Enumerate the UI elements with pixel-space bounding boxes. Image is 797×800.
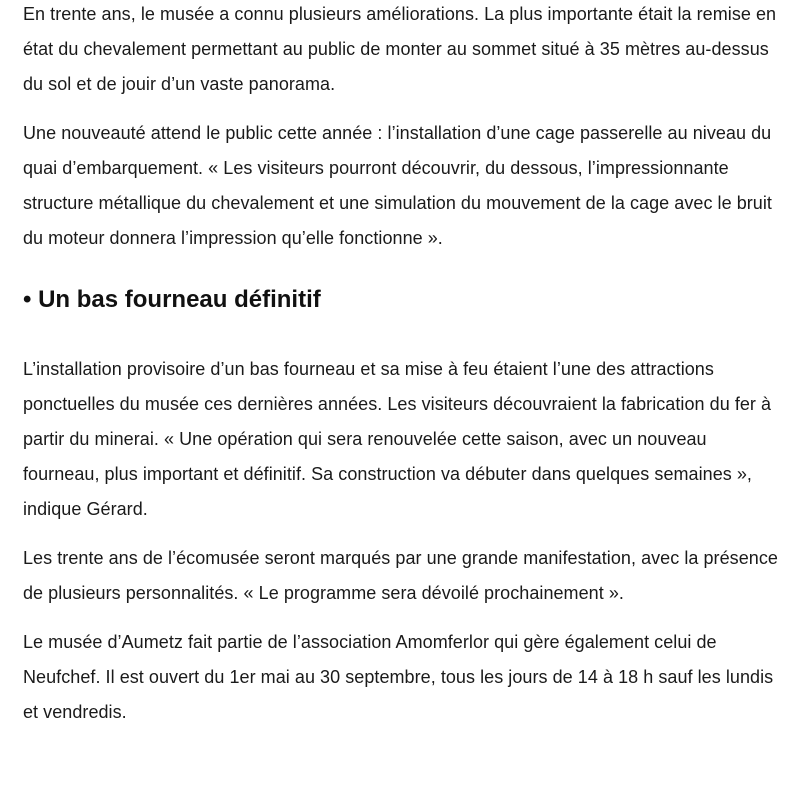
article-paragraph: En trente ans, le musée a connu plusieurs améliorations. La plus importante était la remise en état du chevalement permettant au public de monter au sommet situé à 35 mètres au-dessus du sol et de jouir d’un vaste panorama. [23, 4, 777, 94]
article-body [23, 0, 783, 730]
article-paragraph: Les trente ans de l’écomusée seront marqués par une grande manifestation, avec la présence de plusieurs personnalités. « Le programme sera dévoilé prochainement ». [23, 548, 778, 603]
article-paragraph: Une nouveauté attend le public cette année : l’installation d’une cage passerelle au niveau du quai d’embarquement. « Les visiteurs pourront découvrir, du dessous, l’impressionnante structure métallique du chevalement et une simulation du mouvement de la cage avec le bruit du moteur donnera l’impression qu’elle fonctionne ». [23, 123, 772, 248]
article-paragraph: Le musée d’Aumetz fait partie de l’association Amomferlor qui gère également celui de Neufchef. Il est ouvert du 1er mai au 30 septembre, tous les jours de 14 à 18 h sauf les lundis et vendredis. [23, 632, 774, 722]
section-heading: • Un bas fourneau définitif [23, 286, 321, 313]
article-paragraph: L’installation provisoire d’un bas fourneau et sa mise à feu étaient l’une des attractions ponctuelles du musée ces dernières années. Les visiteurs découvraient la fabrication du fer à partir du minerai. « Une opération qui sera renouvelée cette saison, avec un nouveau fourneau, plus important et définitif. Sa construction va débuter dans quelques semaines », indique Gérard. [23, 359, 772, 519]
